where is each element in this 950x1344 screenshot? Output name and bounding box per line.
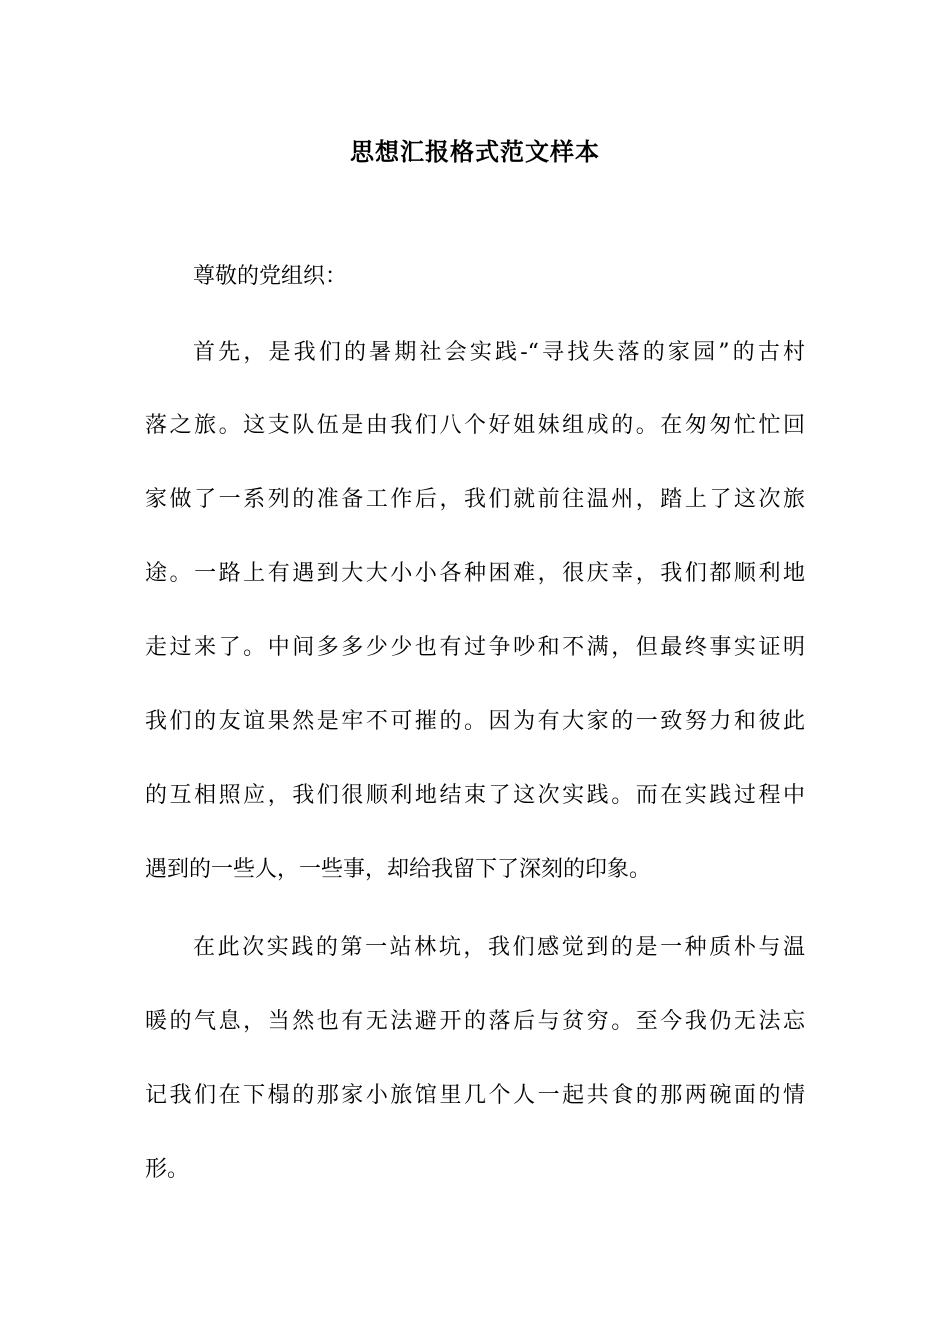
paragraph-line: 的互相照应，我们很顺利地结束了这次实践。而在实践过程中 <box>145 783 805 808</box>
paragraph-line: 暖的气息，当然也有无法避开的落后与贫穷。至今我仍无法忘 <box>145 1009 805 1034</box>
paragraph-line: 形。 <box>145 1157 190 1182</box>
paragraph-line: 家做了一系列的准备工作后，我们就前往温州，踏上了这次旅 <box>145 487 805 512</box>
document-title: 思想汇报格式范文样本 <box>350 137 600 166</box>
paragraph-line: 途。一路上有遇到大大小小各种困难，很庆幸，我们都顺利地 <box>145 561 805 586</box>
salutation: 尊敬的党组织： <box>193 264 348 289</box>
paragraph-line: 我们的友谊果然是牢不可摧的。因为有大家的一致努力和彼此 <box>145 709 805 734</box>
paragraph-line: 落之旅。这支队伍是由我们八个好姐妹组成的。在匆匆忙忙回 <box>145 413 805 438</box>
paragraph-line: 记我们在下榻的那家小旅馆里几个人一起共食的那两碗面的情 <box>145 1083 805 1108</box>
paragraph-line: 在此次实践的第一站林坑，我们感觉到的是一种质朴与温 <box>193 935 805 960</box>
paragraph-line: 遇到的一些人，一些事，却给我留下了深刻的印象。 <box>145 857 652 882</box>
paragraph-line: 首先，是我们的暑期社会实践-“寻找失落的家园”的古村 <box>193 340 805 365</box>
paragraph-line: 走过来了。中间多多少少也有过争吵和不满，但最终事实证明 <box>145 635 805 660</box>
